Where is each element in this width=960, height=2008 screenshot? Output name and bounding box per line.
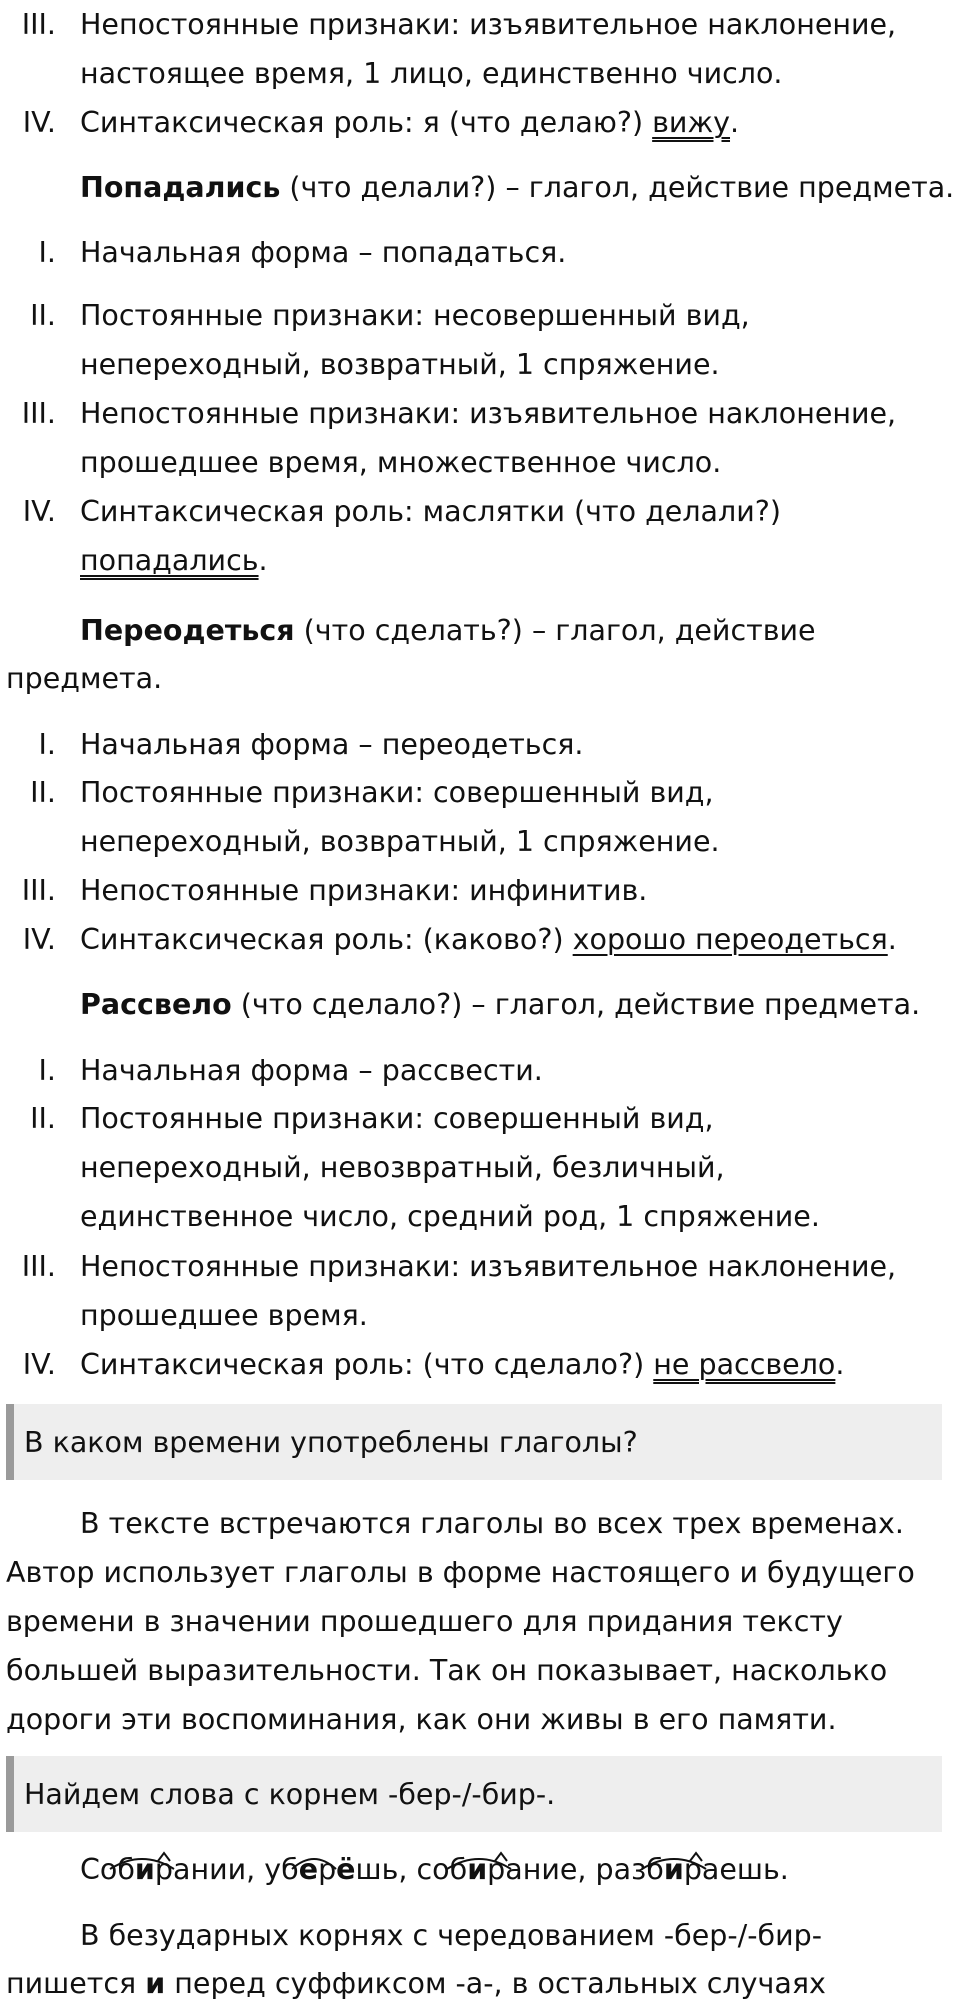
question-box xyxy=(6,1756,942,1832)
list-item xyxy=(0,487,960,585)
rule-line: пишется и перед суффиксом -а-, в остальных случаях xyxy=(6,1967,826,2000)
question-box xyxy=(6,1404,942,1480)
list-number: III. xyxy=(21,1250,56,1283)
list-text: непереходный, возвратный, 1 спряжение. xyxy=(80,348,720,381)
list-number: II. xyxy=(30,1102,56,1135)
list-number: III. xyxy=(21,8,56,41)
list-number: IV. xyxy=(22,923,56,956)
list-number: IV. xyxy=(22,106,56,139)
list-number: II. xyxy=(30,299,56,332)
list-item xyxy=(0,0,960,98)
verb-heading: Попадались (что делали?) – глагол, действие предмета. xyxy=(80,171,955,204)
list-text: Синтаксическая роль: (что сделало?) не рассвело. xyxy=(80,1348,845,1381)
rule-paragraph: В безударных корнях с чередованием -бер-/-бир- xyxy=(80,1919,823,1952)
predicate-underlined: попадались xyxy=(80,544,259,577)
list-text: Постоянные признаки: несовершенный вид, xyxy=(80,299,750,332)
list-item xyxy=(0,866,960,915)
root-word: разбираешь. xyxy=(595,1853,789,1886)
question-text: В каком времени употреблены глаголы? xyxy=(24,1426,638,1459)
list-text: Начальная форма – попадаться. xyxy=(80,236,567,269)
list-item xyxy=(0,98,960,147)
suffix-a: а xyxy=(173,1853,191,1886)
predicate-underlined: не рассвело xyxy=(653,1348,836,1381)
list-item xyxy=(0,1094,960,1241)
question-text: Найдем слова с корнем -бер-/-бир-. xyxy=(24,1778,556,1811)
list-text: Непостоянные признаки: изъявительное наклонение, xyxy=(80,8,897,41)
verb-heading: Рассвело (что сделало?) – глагол, действие предмета. xyxy=(80,988,921,1021)
list-text: непереходный, невозвратный, безличный, xyxy=(80,1151,725,1184)
list-item xyxy=(0,389,960,487)
list-text: Непостоянные признаки: изъявительное наклонение, xyxy=(80,1250,897,1283)
list-number: IV. xyxy=(22,1348,56,1381)
list-item xyxy=(0,1340,960,1389)
root-word: Собирании, xyxy=(80,1853,265,1886)
list-text: единственное число, средний род, 1 спряжение. xyxy=(80,1200,820,1233)
list-text: настоящее время, 1 лицо, единственно число. xyxy=(80,57,783,90)
list-text: Синтаксическая роль: маслятки (что делали?) xyxy=(80,495,782,528)
root-words-line xyxy=(80,1845,789,1894)
list-number: I. xyxy=(38,728,56,761)
list-text: Синтаксическая роль: (каково?) хорошо переодеться. xyxy=(80,923,897,956)
list-text: Постоянные признаки: совершенный вид, xyxy=(80,776,714,809)
list-item xyxy=(0,291,960,389)
list-number: III. xyxy=(21,874,56,907)
answer-line: большей выразительности. Так он показывает, насколько xyxy=(6,1654,888,1687)
adverbial-underlined: хорошо переодеться xyxy=(572,923,888,956)
verb-heading: Переодеться (что сделать?) – глагол, действие xyxy=(80,614,816,647)
list-number: I. xyxy=(38,236,56,269)
root-word: уберёшь, xyxy=(264,1853,417,1886)
list-item xyxy=(0,768,960,866)
verb-heading-continuation: предмета. xyxy=(6,662,163,695)
predicate-underlined: вижу xyxy=(652,106,731,139)
list-number: I. xyxy=(38,1054,56,1087)
list-text: Непостоянные признаки: инфинитив. xyxy=(80,874,648,907)
list-text: Постоянные признаки: совершенный вид, xyxy=(80,1102,714,1135)
list-item xyxy=(0,1046,960,1095)
list-item xyxy=(0,1242,960,1340)
list-item xyxy=(0,720,960,769)
list-number: III. xyxy=(21,397,56,430)
list-text: непереходный, возвратный, 1 спряжение. xyxy=(80,825,720,858)
list-text: Синтаксическая роль: я (что делаю?) вижу. xyxy=(80,106,740,139)
list-text: Начальная форма – переодеться. xyxy=(80,728,584,761)
list-text: Непостоянные признаки: изъявительное наклонение, xyxy=(80,397,897,430)
list-text: попадались. xyxy=(80,544,268,577)
root-word: собирание, xyxy=(416,1853,596,1886)
answer-line: Автор использует глаголы в форме настоящего и будущего xyxy=(6,1556,915,1589)
list-text: прошедшее время. xyxy=(80,1299,368,1332)
answer-paragraph: В тексте встречаются глаголы во всех трех временах. xyxy=(80,1507,904,1540)
list-text: Начальная форма – рассвести. xyxy=(80,1054,543,1087)
answer-line: дороги эти воспоминания, как они живы в его памяти. xyxy=(6,1703,837,1736)
list-number: IV. xyxy=(22,495,56,528)
list-item xyxy=(0,228,960,277)
list-item xyxy=(0,915,960,964)
list-text: прошедшее время, множественное число. xyxy=(80,446,722,479)
answer-line: времени в значении прошедшего для придания тексту xyxy=(6,1605,843,1638)
list-number: II. xyxy=(30,776,56,809)
